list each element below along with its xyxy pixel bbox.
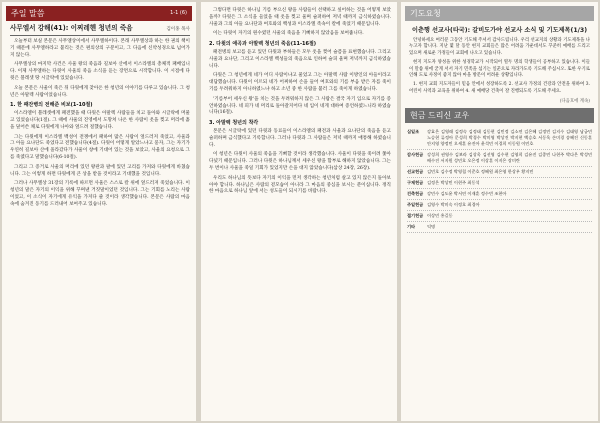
offering-row bbox=[407, 211, 592, 222]
sermon-continued-panel bbox=[201, 2, 397, 421]
offering-names: 김영수 박미숙 이정호 최경아 bbox=[427, 202, 480, 208]
section-heading: 2. 다윗의 애곡과 아말렉 청년의 죽음(11-16절) bbox=[209, 41, 317, 48]
offering-names: 강성희 권영수 김보라 김상욱 김선영 김수현 김영희 김유진 김종민 나현주 박다은 박성민 배수진 서지원 성민호 오은정 이상훈 이지은 장미란 bbox=[427, 152, 592, 164]
sermon-paragraph: 사무엘상의 마지막 사건은 사울 왕의 죽음과 길보아 산에서 이스라엘의 총체적 패배입니다. 이제 사무엘하는 다윗이 사울의 죽음 소식을 듣는 장면으로 시작합니다. 이 시점에 다윗은 블레셋 땅 시글락에 있었습니다. bbox=[10, 62, 190, 81]
sermon-paragraph: 패전병의 보고를 듣고 있던 다윗과 부하들은 모두 옷을 찢어 슬픔을 표현했습니다. 그리고 사울과 요나단, 그리고 이스라엘 백성들의 죽음으로 인하여 슬피 울며 저녁까지 금식하였습니다. bbox=[209, 49, 391, 69]
sermon-paragraph: 오늘부터 보실 본문은 사무엘상이에서 사무엘하이다. 본래 사무엘상과 하는 한 권의 책이기 때문에 사무엘하라고 불리는 것은 편의상의 구분이고, 그 다음에 신약성경으로 넘어가지 않는다. bbox=[10, 39, 190, 58]
offering-header bbox=[405, 108, 594, 123]
sermon-body bbox=[10, 39, 190, 209]
offering-row bbox=[407, 189, 592, 200]
offering-names: 이상민 홍길동 bbox=[427, 213, 453, 219]
offering-row bbox=[407, 178, 592, 189]
sermon-panel bbox=[2, 2, 196, 421]
sermon-paragraph: 그러나 사무엘상 31장의 기록에 따르면 사울은 스스로 칼 위에 엎드러져 죽었습니다. 이 청년의 말은 자기의 이익을 위해 꾸며낸 거짓말이었던 것입니다. 그는 기회를 노리는 사람이었고, 이 소식이 자기에게 유익을 가져다 줄 것이라 생각했습니다. 본문은 사람의 마음 속에 숨겨진 동기를 드러내어 보여주고 있습니다. bbox=[10, 181, 190, 207]
offering-row bbox=[407, 222, 592, 233]
offering-category: 기타 bbox=[407, 224, 416, 230]
offering-header-label: 현금 드리신 교우 bbox=[410, 111, 470, 121]
sermon-header-label: 주일 말씀 bbox=[11, 9, 45, 18]
prayer-title: 이춘행 선교사(타국): 갈비도가야 선교사 소식 및 기도제목(1/3) bbox=[411, 27, 588, 34]
offering-category: 감사헌금 bbox=[407, 152, 424, 158]
sermon-author: 김이홍 목사 bbox=[166, 27, 190, 32]
section-heading: 3. 아말렉 청년의 착각 bbox=[209, 120, 259, 127]
sermon-header bbox=[6, 6, 192, 21]
offering-row bbox=[407, 127, 592, 150]
sermon-paragraph: 본문은 시글락에 있던 다윗과 동료들이 이스라엘의 패전과 사울과 요나단의 죽음을 듣고 슬퍼하며 금식했다고 기록합니다. 그러나 다윗과 그 사람들은 저녁 때까지 애통해 하였습니다. bbox=[209, 128, 391, 148]
prayer-body bbox=[409, 38, 590, 95]
title-divider bbox=[10, 35, 190, 36]
offering-list bbox=[407, 127, 592, 233]
sermon-paragraph: 우리도 하나님의 뜻보다 자기의 이익을 먼저 생각하는 청년처럼 살고 있지 않은지 돌아보아야 합니다. 하나님은 사람의 겉모습이 아니라 그 마음의 중심을 보시는 분이십니다. 정직한 마음으로 하나님 앞에 서는 성도들이 되시기를 바랍니다. bbox=[209, 175, 391, 195]
offering-names: 김정은 박상민 이현주 최동석 bbox=[427, 180, 480, 186]
offering-names: 익명 bbox=[427, 224, 436, 230]
offering-category: 건축헌금 bbox=[407, 191, 424, 197]
offering-category: 절기헌금 bbox=[407, 213, 424, 219]
section-heading: 1. 한 패잔병의 전해준 비보(1-10절) bbox=[10, 102, 93, 109]
sermon-paragraph: 이 청년은 다윗이 사울의 죽음을 기뻐할 것이라 생각했습니다. 사울이 다윗을 죽이려 쫓아다녔기 때문입니다. 그러나 다윗은 하나님께서 세우신 왕을 함부로 해하지 않았습니다. 그는 두 번이나 사울을 죽일 기회가 있었지만 손을 대지 않았습니다(삼상 24장, 26장). bbox=[209, 152, 391, 171]
prayer-paragraph: 현지 지도자 양성을 위한 성경학교가 시작되어 열두 명의 학생들이 공부하고 있습니다. 이들이 말씀 위에 굳게 서서 자기 민족을 섬기는 일꾼으로 자라가도록 기도해 주십시오. 또한 우기로 인해 도로 사정이 좋지 않아 마을 방문이 어려운 상황입니다. bbox=[409, 60, 590, 79]
prayer-paragraph: 1. 현지 교회 지도자들이 믿음 안에서 성장하도록 2. 선교사 가정의 건강과 안전을 위하여 3. 어린이 사역과 교육을 위하여 4. 새 예배당 건축이 잘 진행되도록 기도해 주세요. bbox=[409, 82, 590, 94]
offering-category: 선교헌금 bbox=[407, 169, 424, 175]
sermon-title-row bbox=[10, 24, 190, 33]
page-number: 1-1 (6) bbox=[170, 10, 187, 16]
offering-names: 강효은 김영래 김정숙 김정태 김동현 김민정 김소연 김은혜 김정민 김지수 김태영 남궁민 노승현 류정아 문성희 박경수 박미영 박상진 박지현 백승호 서동욱 손미경 송혜진 신동훈 안지영 양정민 오세훈 유진아 윤석민 이경희 이동원 이민호 bbox=[427, 129, 592, 147]
offering-names: 김민호 김수정 박영철 이준호 정혜원 최은영 한상우 황지민 bbox=[427, 169, 534, 175]
prayer-paragraph: 안녕하세요 여러분 그동안 기도해 주셔서 감사드립니다. 우리 선교지의 상황과 기도제목을 나누고자 합니다. 지난 몇 달 동안 현지 교회들은 많은 어려움 가운데서도 꾸준히 예배를 드리고 있으며 새로운 가정들이 교회에 나오고 있습니다. bbox=[409, 38, 590, 56]
prayer-header bbox=[405, 6, 594, 21]
sermon-paragraph: 그는 다윗에게 이스라엘 백성이 전쟁에서 패하여 많은 사람이 엎드러져 죽었고, 사울과 그 아들 요나단도 죽었다고 전했습니다(4절). 다윗이 어떻게 알았느냐고 묻자, 그는 자기가 우연히 길보아 산에 올라갔다가 사울이 창에 기대어 있는 것을 보았고, 사울의 요청으로 그를 죽였다고 말했습니다(6-10절). bbox=[10, 134, 190, 160]
sermon-title: 사무엘서 강해(41): 이찌레헨 청년의 죽음 bbox=[10, 24, 133, 32]
sermon-paragraph: 그렇다면 다윗은 하나님 기름 부으신 왕을 사람들이 선택하고 싶어하는 것을 어떻게 보았을까? 다윗은 그 소식을 들었을 때 옷을 찢고 울며 슬퍼하여 저녁 때까지 금식하였습니다. 사울과 그의 아들 요나단과 여호와의 백성과 이스라엘 족속이 칼에 죽었기 때문입니다. bbox=[209, 8, 391, 27]
offering-category: 구제헌금 bbox=[407, 180, 424, 186]
offering-category: 주일헌금 bbox=[407, 202, 424, 208]
sermon-paragraph: 이스라엘이 블레셋에게 패전했을 때 다윗은 아말렉 사람들을 치고 돌아와 시글락에 머물고 있었습니다(1절). 그 때에 사울의 진영에서 도망쳐 나온 한 사람이 옷을 찢고 머리에 흙을 덮어쓴 채로 다윗에게 나아와 엎드려 절했습니다. bbox=[10, 111, 190, 130]
offering-row bbox=[407, 167, 592, 178]
offering-row bbox=[407, 200, 592, 211]
prayer-footer: (다음호에 계속) bbox=[559, 99, 590, 105]
offering-row bbox=[407, 150, 592, 167]
sermon-body-continued bbox=[209, 8, 391, 196]
sermon-paragraph: 이는 다윗이 자기의 원수였던 사울의 죽음을 기뻐하지 않았음을 보여줍니다. bbox=[213, 31, 364, 37]
sermon-paragraph: 다윗은 그 청년에게 네가 어디 사람이냐고 물었고 그는 아말렉 사람 이방인의 아들이라고 대답했습니다. 다윗이 이르되 네가 어찌하여 손을 들어 여호와의 기름 부음 받은 자를 죽이기를 두려워하지 아니하였느냐 하고 소년 중 한 사람을 불러 그를 죽이게 하였습니다. bbox=[209, 73, 391, 92]
offering-category: 십일조 bbox=[407, 129, 420, 135]
prayer-header-label: 기도요청 bbox=[410, 9, 441, 18]
sermon-paragraph: 오늘 본문은 사울이 죽은 뒤 다윗에게 찾아온 한 청년의 이야기를 다루고 있습니다. 그 청년은 아말렉 사람이었습니다. bbox=[10, 85, 190, 98]
announcements-panel bbox=[401, 2, 598, 421]
sermon-paragraph: '기름부어 세우신 왕'을 치는 것을 두려워하지 않은 그 사람은 결국 자기 입으로 자기를 증언하였습니다. 네 피가 네 머리로 돌아갈지어다 네 입이 네게 대하여 증언하였느니라 하였습니다(16절). bbox=[209, 96, 391, 116]
offering-names: 강민수 김도윤 박서연 이재훈 정수빈 조현아 bbox=[427, 191, 507, 197]
sermon-paragraph: 그리고 그 증거로 사울의 머리에 있던 왕관과 팔에 있던 고리를 가져와 다윗에게 바쳤습니다. 그는 이렇게 하면 다윗에게 큰 상을 받을 것이라고 기대했을 것입니다. bbox=[10, 164, 190, 177]
